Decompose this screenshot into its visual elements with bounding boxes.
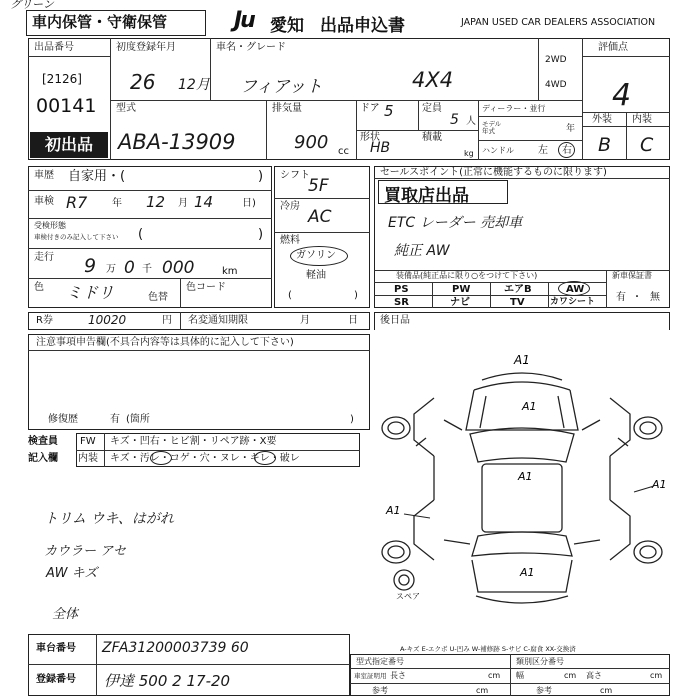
model-code: ABA-13909 (118, 130, 236, 154)
sen-unit: 千 (142, 264, 152, 275)
shift-label: シフト (280, 170, 310, 181)
rating-score: 4 (612, 78, 632, 113)
ju-logo: Ju (234, 8, 254, 33)
km-unit: km (222, 266, 238, 277)
ref-cm-2: cm (600, 686, 613, 695)
history-close: ) (258, 169, 264, 184)
equip-leather-seat: カワシート (550, 297, 596, 307)
ref-label-1: 参考 (372, 686, 388, 695)
model-label: 型式 (116, 103, 136, 114)
displacement-value: 900 (294, 132, 329, 153)
sales-label: セールスポイント(正常に機能するものに限ります) (380, 167, 607, 178)
inspector-row2: キズ・汚レ・コゲ・穴・ヌレ・キレ・破レ (110, 453, 300, 464)
equip-aw-circle (558, 281, 590, 296)
lot-bracket-code: [2126] (42, 72, 82, 86)
name-change-month: 月 (300, 315, 310, 326)
first-reg-month: 12月 (178, 77, 210, 93)
door-label: ドア (360, 103, 380, 114)
repair-value: 有 (110, 414, 120, 425)
first-reg-label: 初度登録年月 (116, 42, 176, 53)
equip-pw: PW (452, 284, 471, 295)
handle-left: 左 (538, 145, 548, 156)
shape-value: HB (370, 140, 391, 156)
name-change-day: 日 (348, 315, 358, 326)
ref-cm-1: cm (476, 686, 489, 695)
history-value: 自家用・( (68, 169, 126, 184)
drive-2wd: 2WD (545, 55, 567, 65)
inspection-label: 車検 (34, 196, 54, 207)
repair-label: 修復歴 (48, 414, 78, 425)
recycle-yen: 円 (162, 315, 172, 326)
warranty-yes: 有 (616, 292, 626, 303)
fuel-gasoline-circle (290, 246, 348, 266)
dealer-label: ディーラー・並行 (482, 104, 546, 113)
repair-location-open: (箇所 (126, 414, 150, 425)
exterior-grade: B (598, 134, 612, 156)
equip-aw: AW (566, 284, 585, 295)
handle-right-circle (558, 142, 575, 158)
equipment-label: 装備品(純正品に限り○をつけて下さい) (396, 271, 538, 280)
kg-unit: kg (464, 149, 474, 158)
inspector-note-1: トリム ウキ、はがれ (44, 511, 174, 527)
history-label: 車歴 (34, 170, 54, 181)
org-name: 愛知 (270, 16, 304, 36)
ac-value: AC (308, 207, 332, 227)
receipt-note: 車検付きのみ記入して下さい (34, 233, 119, 241)
car-damage-diagram (374, 330, 670, 630)
exterior-label: 外装 (592, 114, 612, 125)
later-item-label: 後日品 (380, 315, 410, 326)
inspector-wet-circle (254, 451, 276, 465)
warranty-label: 新車保証書 (612, 271, 652, 280)
name-change-label: 名変通知期限 (188, 315, 248, 326)
inspector-dirt-circle (150, 451, 172, 465)
spec-number-label: 型式指定番号 (356, 657, 404, 666)
displacement-label: 排気量 (272, 103, 302, 114)
fuel-label: 燃料 (280, 235, 300, 246)
repair-location-close: ) (350, 414, 354, 425)
reg-number: 伊達 500 2 17-20 (104, 672, 231, 690)
category-number-label: 類別区分番号 (516, 657, 564, 666)
inspection-era: R7 (66, 193, 88, 212)
spare-label: スペア (396, 592, 420, 601)
person-unit: 人 (466, 116, 476, 127)
reg-label: 登録番号 (36, 674, 76, 685)
chassis-number: ZFA31200003739 60 (102, 640, 249, 656)
color-code-label: 色コード (186, 282, 226, 293)
fuel-other-open: ( (288, 290, 292, 301)
chassis-label: 車台番号 (36, 643, 76, 654)
notes-frame (28, 334, 370, 430)
damage-mark-roof: A1 (518, 470, 533, 483)
handle-right: 右 (562, 145, 572, 156)
shift-value: 5F (308, 176, 329, 196)
equip-airbag: エアB (504, 284, 532, 295)
recycle-label: R券 (36, 315, 53, 326)
storage-note: 車内保管・守衛保管 (32, 13, 168, 31)
ac-label: 冷房 (280, 201, 300, 212)
equip-sr: SR (394, 297, 409, 308)
first-reg-year: 26 (130, 70, 156, 94)
recycle-amount: 10020 (88, 313, 127, 327)
top-scribble: グリーン (10, 0, 54, 11)
association-name: JAPAN USED CAR DEALERS ASSOCIATION (461, 17, 656, 28)
inspection-day: 14 (194, 193, 214, 211)
inspection-day-unit: 日) (242, 198, 256, 209)
fuel-gasoline: ガソリン (296, 250, 336, 261)
interior-grade: C (640, 134, 654, 156)
inspection-month-unit: 月 (178, 198, 188, 209)
warranty-no: 無 (650, 292, 660, 303)
capacity-value: 5 (450, 112, 459, 128)
damage-mark-trunk: A1 (520, 566, 535, 579)
equip-ps: PS (394, 284, 409, 295)
lot-number: 00141 (36, 95, 97, 117)
width-cm: cm (564, 671, 577, 680)
receipt-close: ) (258, 227, 264, 242)
damage-legend: A-キズ E-エクボ U-凹み W-補修跡 S-サビ C-腐食 XX-交換済 (400, 645, 576, 653)
mileage-sen: 0 (124, 258, 135, 278)
damage-mark-hood: A1 (522, 400, 537, 413)
height-label: 高さ (586, 671, 602, 680)
inspector-row2-head: 内装 (78, 453, 98, 464)
receipt-label: 受検形態 (34, 221, 66, 230)
door-count: 5 (384, 102, 394, 120)
inspection-month: 12 (146, 193, 166, 211)
color-swap-label: 色替 (148, 292, 168, 303)
color-label: 色 (34, 282, 44, 293)
equip-navi: ナビ (450, 297, 470, 308)
later-item-frame (374, 312, 670, 330)
load-label: 積載 (422, 132, 442, 143)
inspector-note-3: AW キズ (46, 566, 98, 581)
fuel-other-close: ) (354, 290, 358, 301)
handle-label: ハンドル (482, 146, 514, 155)
warranty-dot: ・ (632, 292, 642, 303)
inspector-row1: キズ・凹右・ヒビ割・リペア跡・X要 (110, 436, 277, 447)
inspector-label-2: 記入欄 (28, 453, 58, 464)
model-year-suffix: 年 (566, 124, 576, 134)
man-unit: 万 (106, 264, 116, 275)
mileage-man: 9 (84, 255, 97, 277)
cc-unit: cc (338, 146, 349, 157)
interior-label: 内装 (632, 114, 652, 125)
drive-4wd: 4WD (545, 80, 567, 90)
rating-label: 評価点 (598, 42, 628, 53)
inspection-year-unit: 年 (112, 198, 122, 209)
inspector-label-1: 検査員 (28, 436, 58, 447)
notes-label: 注意事項申告欄(不具合内容等は具体的に記入して下さい) (36, 337, 294, 348)
sales-note-1: ETC レーダー 売却車 (388, 215, 523, 231)
inspector-row1-head: FW (80, 436, 96, 447)
width-label: 幅 (516, 671, 524, 680)
receipt-open: ( (138, 227, 144, 242)
length-label: 長さ (390, 671, 406, 680)
first-listing-badge: 初出品 (30, 132, 108, 158)
sheet-num-label: 車室証明用 (354, 672, 387, 680)
inspector-note-2: カウラー アセ (44, 544, 127, 559)
shape-label: 形状 (360, 132, 380, 143)
capacity-label: 定員 (422, 103, 442, 114)
inspector-note-4: 全体 (52, 607, 79, 622)
lot-label: 出品番号 (34, 42, 74, 53)
ref-label-2: 参考 (536, 686, 552, 695)
model-year-label: モデル 年式 (482, 120, 502, 135)
mileage-label: 走行 (34, 252, 54, 263)
car-name-label: 車名・グレード (216, 42, 286, 53)
equip-tv: TV (510, 297, 525, 308)
car-grade: 4X4 (412, 68, 454, 92)
damage-mark-left: A1 (386, 504, 401, 517)
damage-mark-right: A1 (652, 478, 667, 491)
length-cm: cm (488, 671, 501, 680)
color-value: ミドリ (66, 283, 115, 302)
fuel-diesel: 軽油 (306, 270, 326, 281)
form-title: 出品申込書 (320, 16, 405, 36)
damage-mark-front: A1 (514, 353, 530, 367)
sales-note-2: 純正 AW (394, 243, 450, 259)
car-name: フィアット (240, 77, 323, 97)
buyer-store-label: 買取店出品 (384, 186, 469, 206)
height-cm: cm (650, 671, 663, 680)
mileage-rest: 000 (162, 258, 195, 278)
